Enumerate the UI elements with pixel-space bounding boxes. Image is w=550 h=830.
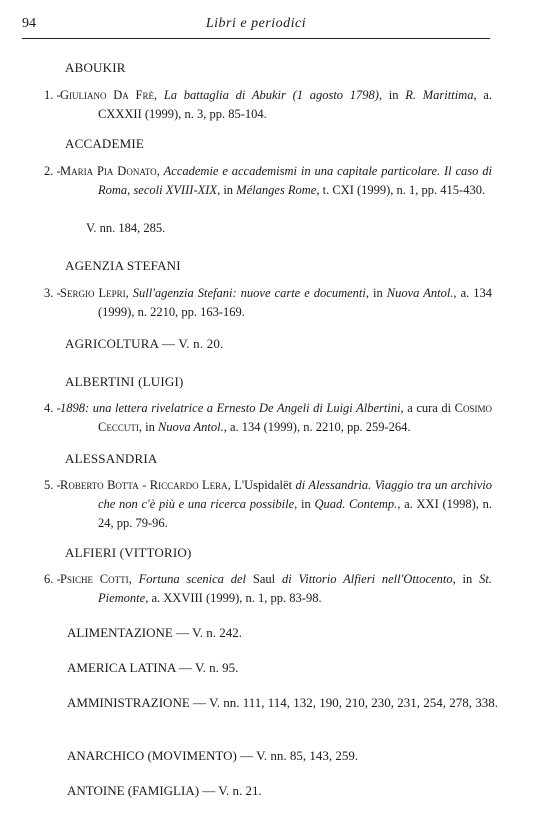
entry-number: 5. - bbox=[44, 478, 61, 492]
entry-sep: , bbox=[125, 286, 133, 300]
entry-journal: Quad. Contemp. bbox=[314, 497, 398, 511]
running-title: Libri e periodici bbox=[205, 16, 307, 31]
entry-journal: Nuova Antol. bbox=[386, 286, 454, 300]
entry-author: Sergio Lepri bbox=[60, 286, 126, 300]
entry-number: 1. - bbox=[44, 88, 61, 102]
heading-alfieri: ALFIERI (VITTORIO) bbox=[65, 545, 192, 560]
entry-sep: , in bbox=[378, 88, 406, 102]
xref-amministrazione: AMMINISTRAZIONE — V. nn. 111, 114, 132, 190, 210, 230, 231, 254, 278, 338. bbox=[67, 695, 499, 710]
heading-agenzia-stefani: AGENZIA STEFANI bbox=[65, 258, 181, 273]
entry-4 bbox=[44, 399, 492, 437]
xref-anarchico: ANARCHICO (MOVIMENTO) — V. nn. 85, 143, 259. bbox=[67, 748, 359, 763]
heading-accademie: ACCADEMIE bbox=[65, 136, 145, 151]
entry-sep: , in bbox=[138, 420, 158, 434]
entry-sep: , in bbox=[452, 572, 480, 586]
entry-sep: , in bbox=[365, 286, 387, 300]
entry-title: Sull'agenzia Stefani: nuove carte e documenti bbox=[132, 286, 366, 300]
entry-journal: St. Piemonte bbox=[98, 572, 492, 605]
entry-title: Accademie e accademismi in una capitale particolare. Il caso di Roma, secoli XVIII-XIX bbox=[98, 164, 492, 197]
entry-6 bbox=[44, 570, 492, 608]
entry-author: Psiche Cotti bbox=[60, 572, 129, 586]
running-head bbox=[22, 16, 490, 39]
entry-1 bbox=[44, 86, 492, 124]
entry-text bbox=[60, 86, 492, 124]
entry-author: Giuliano Da Frè bbox=[60, 88, 154, 102]
entry-sep: , in bbox=[217, 183, 237, 197]
entry-number: 4. - bbox=[44, 401, 61, 415]
entry-title-cont: di Vittorio Alfieri nell'Ottocento bbox=[281, 572, 453, 586]
heading-agricoltura: AGRICOLTURA — V. n. 20. bbox=[65, 336, 224, 351]
entry-title-work: Saul bbox=[246, 572, 282, 586]
entry-journal: Nuova Antol. bbox=[157, 420, 224, 434]
entry-details: , a. CXXXII (1999), n. 3, pp. 85-104. bbox=[98, 88, 492, 121]
entry-text bbox=[60, 162, 492, 200]
entry-sep: , L'Uspidalët bbox=[227, 478, 296, 492]
entry-title: La battaglia di Abukir (1 agosto 1798) bbox=[163, 88, 379, 102]
xref-antoine: ANTOINE (FAMIGLIA) — V. n. 21. bbox=[67, 783, 262, 798]
heading-aboukir: ABOUKIR bbox=[65, 60, 126, 75]
entry-details: , a. 134 (1999), n. 2210, pp. 259-264. bbox=[223, 420, 411, 434]
entry-sep: , in bbox=[294, 497, 315, 511]
see-also: V. nn. 184, 285. bbox=[86, 221, 166, 235]
entry-number: 2. - bbox=[44, 164, 61, 178]
entry-number: 6. - bbox=[44, 572, 61, 586]
entry-sep: , a cura di bbox=[400, 401, 455, 415]
heading-albertini: ALBERTINI (LUIGI) bbox=[65, 374, 184, 389]
entry-title: di Alessandria. Viaggio tra un archivio che non c'è più e una ricerca possibile bbox=[98, 478, 492, 511]
entry-author: Roberto Botta - Riccardo Lera bbox=[60, 478, 228, 492]
xref-america-latina: AMERICA LATINA — V. n. 95. bbox=[67, 660, 239, 675]
heading-alessandria: ALESSANDRIA bbox=[65, 451, 158, 466]
page-number: 94 bbox=[22, 16, 36, 31]
entry-5 bbox=[44, 476, 492, 533]
entry-details: , a. XXI (1998), n. 24, pp. 79-96. bbox=[98, 497, 492, 530]
entry-editor: Cosimo Ceccuti bbox=[98, 401, 492, 434]
entry-sep: , bbox=[128, 572, 139, 586]
entry-journal: R. Marittima bbox=[405, 88, 474, 102]
entry-text bbox=[60, 476, 492, 533]
entry-text bbox=[60, 570, 492, 608]
entry-details: , t. CXI (1999), n. 1, pp. 415-430. bbox=[316, 183, 486, 197]
entry-text bbox=[60, 284, 492, 322]
entry-author: Maria Pia Donato bbox=[60, 164, 157, 178]
entry-3 bbox=[44, 284, 492, 322]
entry-sep: , bbox=[153, 88, 164, 102]
entry-title: 1898: una lettera rivelatrice a Ernesto De Angeli di Luigi Albertini bbox=[60, 401, 401, 415]
entry-details: , a. XXVIII (1999), n. 1, pp. 83-98. bbox=[145, 591, 322, 605]
xref-alimentazione: ALIMENTAZIONE — V. n. 242. bbox=[67, 625, 243, 640]
entry-number: 3. - bbox=[44, 286, 61, 300]
entry-details: , a. 134 (1999), n. 2210, pp. 163-169. bbox=[98, 286, 493, 319]
entry-text bbox=[60, 399, 492, 437]
entry-title: Fortuna scenica del bbox=[138, 572, 247, 586]
entry-journal: Mélanges Rome bbox=[236, 183, 317, 197]
entry-sep: , bbox=[156, 164, 164, 178]
entry-2 bbox=[44, 162, 492, 200]
